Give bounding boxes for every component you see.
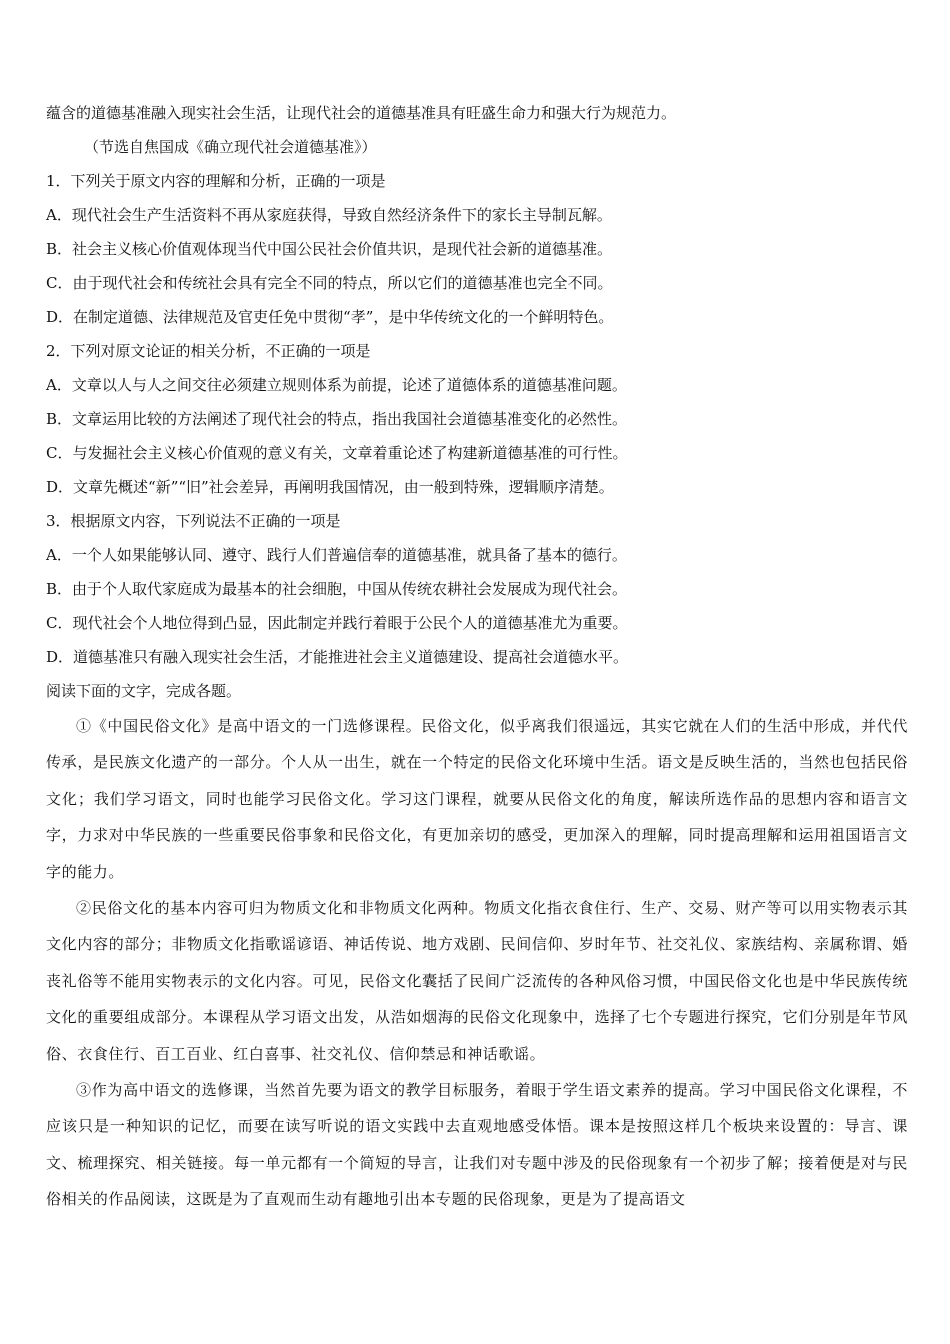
- reading-instruction: 阅读下面的文字，完成各题。: [46, 682, 242, 700]
- option-d: D．文章先概述“新”“旧”社会差异，再阐明我国情况，由一般到特殊，逻辑顺序清楚。: [46, 478, 614, 496]
- paragraph-3: ③作为高中语文的选修课，当然首先要为语文的教学目标服务，着眼于学生语文素养的提高。学习中国民俗文化课程，不应该只是一种知识的记忆，而要在读写听说的语文实践中去直观地感受体悟。课本是按照这样几个板块来设置的：导言、课文、梳理探究、相关链接。每一单元都有一个简短的导言，让我们对专题中涉及的民俗现象有一个初步了解；接着便是对与民俗相关的作品阅读，这既是为了直观而生动有趣地引出本专题的民俗现象，更是为了提高语文: [46, 1081, 908, 1209]
- option-b: B．由于个人取代家庭成为最基本的社会细胞，中国从传统农耕社会发展成为现代社会。: [46, 580, 628, 598]
- option-c: C．现代社会个人地位得到凸显，因此制定并践行着眼于公民个人的道德基准尤为重要。: [46, 614, 628, 632]
- question-1: [46, 164, 908, 334]
- option-a: A．一个人如果能够认同、遵守、践行人们普遍信奉的道德基准，就具备了基本的德行。: [46, 546, 627, 564]
- option-c: C．与发掘社会主义核心价值观的意义有关，文章着重论述了构建新道德基准的可行性。: [46, 444, 628, 462]
- option-c: C．由于现代社会和传统社会具有完全不同的特点，所以它们的道德基准也完全不同。: [46, 274, 613, 292]
- question-stem: 3．根据原文内容，下列说法不正确的一项是: [46, 512, 341, 530]
- paragraph-2: ②民俗文化的基本内容可归为物质文化和非物质文化两种。物质文化指衣食住行、生产、交易、财产等可以用实物表示其文化内容的部分；非物质文化指歌谣谚语、神话传说、地方戏剧、民间信仰、岁时年节、社交礼仪、家族结构、亲属称谓、婚丧礼俗等不能用实物表示的文化内容。可见，民俗文化囊括了民间广泛流传的各种风俗习惯，中国民俗文化也是中华民族传统文化的重要组成部分。本课程从学习语文出发，从浩如烟海的民俗文化现象中，选择了七个专题进行探究，它们分别是年节风俗、衣食住行、百工百业、红白喜事、社交礼仪、信仰禁忌和神话歌谣。: [46, 899, 908, 1063]
- option-d: D．道德基准只有融入现实社会生活，才能推进社会主义道德建设、提高社会道德水平。: [46, 648, 629, 666]
- paragraph-1: ①《中国民俗文化》是高中语文的一门选修课程。民俗文化，似乎离我们很遥远，其实它就在人们的生活中形成，并代代传承，是民族文化遗产的一部分。个人从一出生，就在一个特定的民俗文化环境中生活。语文是反映生活的，当然也包括民俗文化；我们学习语文，同时也能学习民俗文化。学习这门课程，就要从民俗文化的角度，解读所选作品的思想内容和语言文字，力求对中华民族的一些重要民俗事象和民俗文化，有更加亲切的感受，更加深入的理解，同时提高理解和运用祖国语言文字的能力。: [46, 717, 908, 881]
- option-a: A．现代社会生产生活资料不再从家庭获得，导致自然经济条件下的家长主导制瓦解。: [46, 206, 612, 224]
- option-b: B．社会主义核心价值观体现当代中国公民社会价值共识，是现代社会新的道德基准。: [46, 240, 613, 258]
- question-2: [46, 334, 908, 504]
- passage-source: （节选自焦国成《确立现代社会道德基准》）: [84, 138, 377, 156]
- option-a: A．文章以人与人之间交往必须建立规则体系为前提，论述了道德体系的道德基准问题。: [46, 376, 627, 394]
- option-b: B．文章运用比较的方法阐述了现代社会的特点，指出我国社会道德基准变化的必然性。: [46, 410, 628, 428]
- document-page: [46, 96, 908, 1218]
- option-d: D．在制定道德、法律规范及官吏任免中贯彻“孝”，是中华传统文化的一个鲜明特色。: [46, 308, 614, 326]
- passage-tail: 蕴含的道德基准融入现实社会生活，让现代社会的道德基准具有旺盛生命力和强大行为规范力。: [46, 104, 677, 122]
- question-stem: 2．下列对原文论证的相关分析，不正确的一项是: [46, 342, 371, 360]
- question-3: [46, 504, 908, 674]
- question-stem: 1．下列关于原文内容的理解和分析，正确的一项是: [46, 172, 386, 190]
